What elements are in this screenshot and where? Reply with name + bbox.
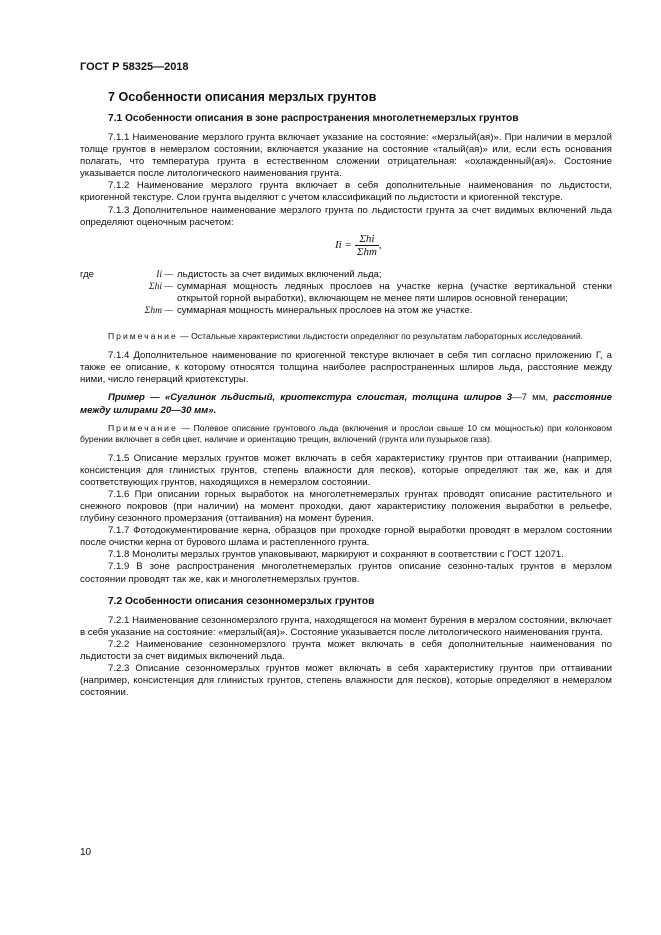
example-part-c: расстояние между шлирами 20—30 мм». — [80, 392, 612, 416]
page-header: ГОСТ Р 58325—2018 — [80, 61, 189, 73]
paragraph-7-2-1: 7.2.1 Наименование сезонномерзлого грунта, находящегося на момент бурения в мерзлом состоянии, включает в себя указание на состояние: «мерзлый(ая)». Состояние указывается после литологического наименования грунта. — [80, 614, 612, 638]
legend-where-label: где — [80, 268, 95, 280]
legend-symbol: Σhi — — [148, 280, 173, 292]
legend-text: льдистость за счет видимых включений льда; — [177, 268, 382, 280]
note-1 — [80, 331, 612, 342]
formula-lhs: Ii = — [335, 239, 352, 252]
paragraph-7-1-2: 7.1.2 Наименование мерзлого грунта включает в себя дополнительные наименования по льдистости, криогенной текстуре. Слои грунта выделяют с учетом классификаций по льдистости и криогенной текстуре. — [80, 180, 612, 204]
formula-denominator: Σhm — [356, 245, 377, 258]
ice-content-formula — [335, 233, 382, 258]
section-7-1-title: 7.1 Особенности описания в зоне распространения многолетнемерзлых грунтов — [108, 113, 519, 124]
note-2-text: — Полевое описание грунтового льда (включения и прослои свыше 10 см мощностью) при колонковом бурении включает в себя цвет, наличие и ориентацию трещин, включений (грунта или пузырьков газа). — [80, 422, 612, 444]
legend-row — [80, 269, 612, 281]
paragraph-7-2-2: 7.2.2 Наименование сезонномерзлого грунта может включать в себя дополнительные наименования по льдистости за счет видимых включений льда. — [80, 638, 612, 662]
legend-where-label — [80, 281, 138, 305]
paragraph-7-1-8: 7.1.8 Монолиты мерзлых грунтов упаковывают, маркируют и сохраняют в соответствии с ГОСТ 12071. — [108, 549, 564, 561]
legend-where-label — [80, 305, 138, 317]
legend-symbol: Σhm — — [144, 305, 173, 317]
legend-text: суммарная мощность ледяных прослоев на участке керна (участке вертикальной стенки открытой горной выработки), включающем не менее пяти шлиров основной генерации; — [177, 280, 612, 304]
paragraph-7-1-6: 7.1.6 При описании горных выработок на многолетнемерзлых грунтах проводят описание растительного и снежного покровов (при наличии) на момент проходки, дают характеристику положения выработки в рельефе, глубину сезонного промерзания (оттаивания) на момент бурения. — [80, 488, 612, 525]
note-1-label: Примечание — [108, 331, 178, 342]
formula-block — [80, 229, 612, 269]
formula-legend — [80, 269, 612, 317]
legend-symbol: Ii — — [156, 268, 173, 280]
page-number: 10 — [80, 847, 92, 858]
paragraph-7-1-3: 7.1.3 Дополнительное наименование мерзлого грунта по льдистости грунта за счет видимых включений льда определяют оценочным расчетом: — [80, 204, 612, 228]
legend-text: суммарная мощность минеральных прослоев на этом же участке. — [177, 305, 473, 317]
paragraph-7-1-5: 7.1.5 Описание мерзлых грунтов может включать в себя характеристику грунтов при оттаивании (например, консистенция для глинистых грунтов, степень влажности для песков), которые определяют так же, как и для соответствующих грунтов, находящихся в немерзлом состоянии. — [80, 452, 612, 488]
legend-row — [80, 281, 612, 305]
paragraph-7-1-1: 7.1.1 Наименование мерзлого грунта включает указание на состояние: «мерзлый(ая)». При наличии в мерзлой толще грунтов в немерзлом состоянии, включается указание на состояние «талый(ая)» или, если есть основания полагать, что температура грунта в естественном сложении отрицательная: «охлажденный(ая)». Состояние указывается после литологического наименования грунта. — [80, 132, 612, 180]
example — [80, 392, 612, 416]
note-1-text: — Остальные характеристики льдистости определяют по результатам лабораторных исследований. — [177, 331, 584, 342]
formula-numerator: Σhi — [355, 233, 379, 246]
example-part-a: Пример — «Суглинок льдистый, криотекстура слоистая, толщина шлиров 3 — [108, 392, 513, 404]
section-7-2-title: 7.2 Особенности описания сезонномерзлых грунтов — [108, 595, 375, 607]
note-2-label: Примечание — [108, 422, 178, 433]
paragraph-7-1-4: 7.1.4 Дополнительное наименование по криогенной текстуре включает в себя тип согласно приложению Г, а также ее описание, к которому относятся толщина наиболее распространенных шлиров льда, расстояние между ними, число генераций криотекстуры. — [80, 350, 612, 386]
paragraph-7-1-7: 7.1.7 Фотодокументирование керна, образцов при проходке горной выработки проводят в мерзлом состоянии после очистки керна от бурового шлама и растепленного грунта. — [80, 525, 612, 549]
example-part-b: —7 мм, — [512, 392, 549, 404]
legend-row — [80, 305, 612, 317]
formula-tail: , — [378, 239, 382, 252]
paragraph-7-2-3: 7.2.3 Описание сезонномерзлых грунтов может включать в себя характеристику грунтов при оттаивании (например, консистенция для глинистых грунтов, степень влажности для песков), которые определяют в немерзлом состоянии. — [80, 663, 612, 699]
section-7-title: 7 Особенности описания мерзлых грунтов — [108, 90, 377, 104]
paragraph-7-1-9: 7.1.9 В зоне распространения многолетнемерзлых грунтов описание сезонно-талых грунтов в мерзлом состоянии проводят так же, как и многолетнемерзлых грунтов. — [80, 561, 612, 585]
document-body — [80, 90, 612, 699]
note-2 — [80, 423, 612, 445]
